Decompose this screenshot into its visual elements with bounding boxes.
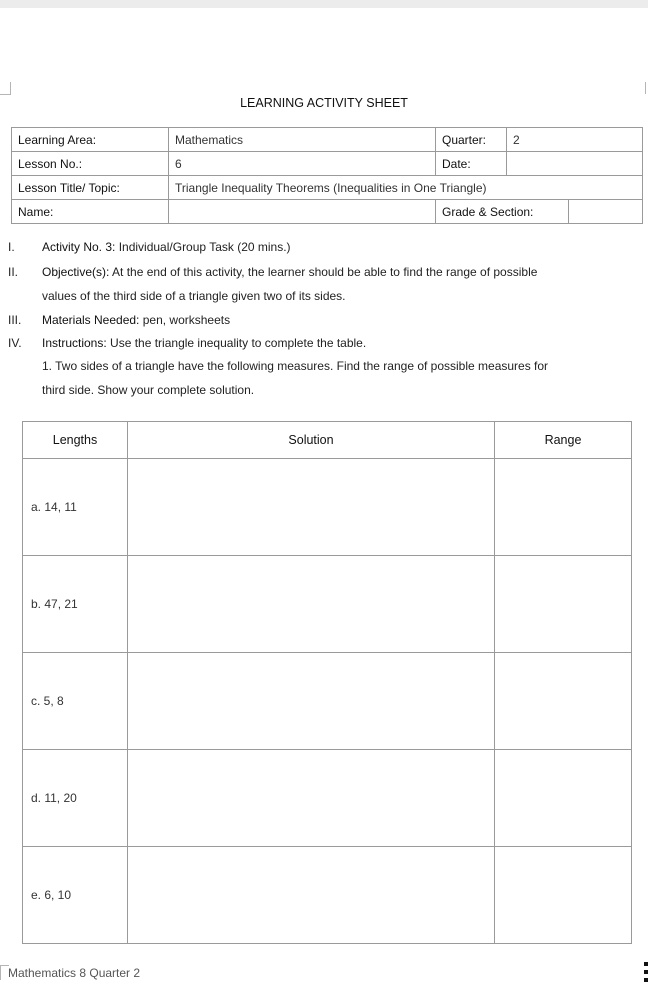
quarter-value: 2	[507, 128, 643, 152]
grade-section-label: Grade & Section:	[436, 200, 569, 224]
range-cell[interactable]	[495, 653, 632, 750]
name-value[interactable]	[169, 200, 436, 224]
instruction-line: 1. Two sides of a triangle have the following measures. Find the range of possible measures for	[42, 359, 549, 373]
instructions-text: Use the triangle inequality to complete the table.	[106, 336, 367, 350]
activity-text: Individual/Group Task (20 mins.)	[115, 240, 291, 254]
learning-area-value: Mathematics	[169, 128, 436, 152]
date-value[interactable]	[507, 152, 643, 176]
materials-label: Materials Needed:	[42, 313, 140, 327]
top-bar	[0, 0, 648, 8]
header-lengths: Lengths	[23, 422, 128, 459]
quarter-label: Quarter:	[436, 128, 507, 152]
info-table	[11, 127, 643, 224]
table-row	[23, 847, 632, 944]
item-number: I.	[8, 240, 15, 254]
objective-label: Objective(s):	[42, 265, 110, 279]
solution-cell[interactable]	[128, 556, 495, 653]
item-number: II.	[8, 265, 19, 279]
more-vertical-icon[interactable]	[644, 962, 648, 986]
lengths-cell: d. 11, 20	[23, 750, 128, 847]
lengths-cell: e. 6, 10	[23, 847, 128, 944]
range-cell[interactable]	[495, 847, 632, 944]
range-cell[interactable]	[495, 750, 632, 847]
table-row	[23, 750, 632, 847]
table-row	[23, 556, 632, 653]
materials-text: pen, worksheets	[139, 313, 231, 327]
sheet-title: LEARNING ACTIVITY SHEET	[240, 96, 408, 110]
instruction-line: third side. Show your complete solution.	[42, 383, 255, 397]
topic-label: Lesson Title/ Topic:	[12, 176, 169, 200]
range-cell[interactable]	[495, 556, 632, 653]
range-cell[interactable]	[495, 459, 632, 556]
lengths-cell: b. 47, 21	[23, 556, 128, 653]
instructions-label: Instructions:	[42, 336, 107, 350]
lengths-cell: c. 5, 8	[23, 653, 128, 750]
learning-area-label: Learning Area:	[12, 128, 169, 152]
date-label: Date:	[436, 152, 507, 176]
objective-text: At the end of this activity, the learner should be able to find the range of possible	[109, 265, 538, 279]
topic-value: Triangle Inequality Theorems (Inequalities in One Triangle)	[169, 176, 643, 200]
activity-label: Activity No. 3:	[42, 240, 116, 254]
solution-cell[interactable]	[128, 653, 495, 750]
page-footer: Mathematics 8 Quarter 2	[8, 966, 141, 980]
lengths-cell: a. 14, 11	[23, 459, 128, 556]
page-corner-mark	[0, 82, 11, 95]
item-number: III.	[8, 313, 22, 327]
name-label: Name:	[12, 200, 169, 224]
header-solution: Solution	[128, 422, 495, 459]
solution-cell[interactable]	[128, 847, 495, 944]
solution-cell[interactable]	[128, 750, 495, 847]
grade-section-value[interactable]	[569, 200, 643, 224]
item-number: IV.	[8, 336, 22, 350]
table-row	[23, 653, 632, 750]
objective-continuation: values of the third side of a triangle given two of its sides.	[42, 289, 346, 303]
table-row	[23, 459, 632, 556]
lesson-no-label: Lesson No.:	[12, 152, 169, 176]
header-range: Range	[495, 422, 632, 459]
answer-table	[22, 421, 632, 944]
lesson-no-value: 6	[169, 152, 436, 176]
solution-cell[interactable]	[128, 459, 495, 556]
